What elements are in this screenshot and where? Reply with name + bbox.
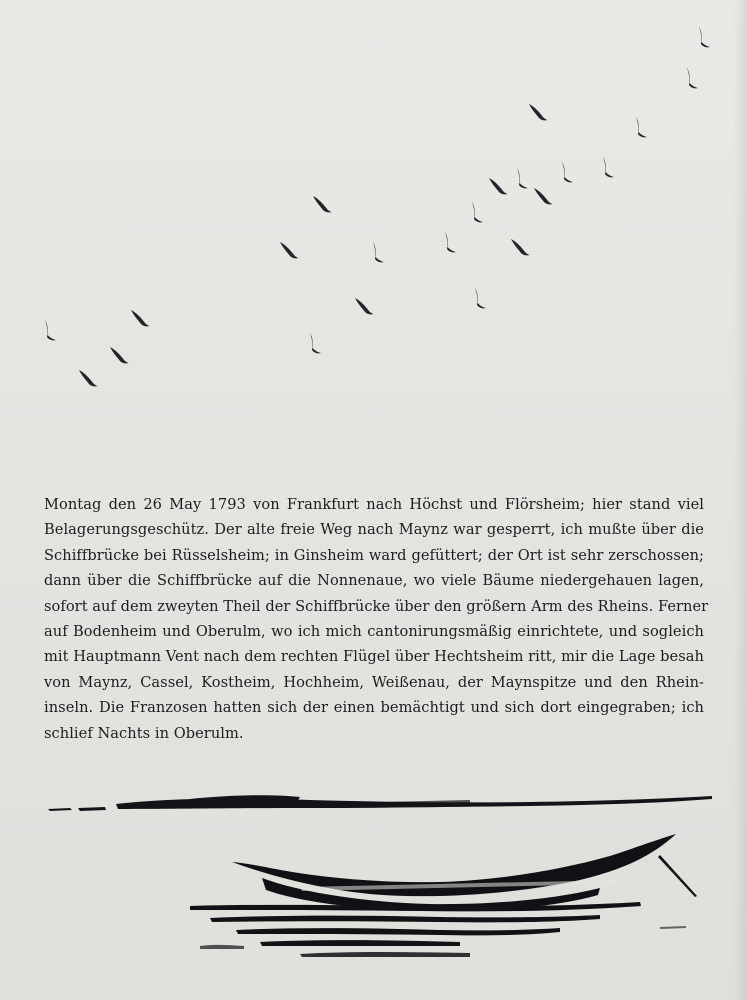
boat-hull xyxy=(232,834,697,911)
text-line: inseln. Die Franzosen hatten sich der einen bemächtigt und sich dort eingegraben; ich xyxy=(44,699,704,717)
bird-icon xyxy=(110,347,129,363)
text-line: mit Hauptmann Vent nach dem rechten Flügel über Hechtsheim ritt, mir die Lage besah xyxy=(44,648,704,666)
bird-icon xyxy=(475,287,486,308)
bird-icon xyxy=(687,67,698,88)
diary-entry-paragraph xyxy=(44,492,709,746)
water-brushstrokes xyxy=(190,902,686,957)
bird-icon xyxy=(603,156,614,177)
text-line: schlief Nachts in Oberulm. xyxy=(44,724,244,742)
bird-icon xyxy=(373,241,384,262)
bird-icon xyxy=(280,242,299,258)
bird-icon xyxy=(517,167,528,188)
bird-icon xyxy=(636,116,647,137)
bird-icon xyxy=(489,178,508,194)
bird-icon xyxy=(472,201,483,222)
text-line: sofort auf dem zweyten Theil der Schiffbrücke über den größern Arm des Rheins. Ferner xyxy=(44,597,709,615)
bird-icon xyxy=(562,161,573,182)
horizon-brushstrokes xyxy=(48,795,712,811)
bird-icon xyxy=(131,310,150,326)
bird-icon xyxy=(699,26,710,47)
text-line: auf Bodenheim und Oberulm, wo ich mich cantonirungsmäßig einrichtete, und sogleich xyxy=(44,623,704,641)
bird-icon xyxy=(310,332,321,353)
bird-icon xyxy=(45,319,56,340)
bird-icon xyxy=(511,239,530,255)
bird-icon xyxy=(534,188,553,204)
text-line: Montag den 26 May 1793 von Frankfurt nach Höchst und Flörsheim; hier stand viel xyxy=(44,496,704,513)
bird-flock-illustration xyxy=(0,0,747,420)
text-line: Belagerungsgeschütz. Der alte freie Weg nach Maynz war gesperrt, ich mußte über die xyxy=(44,521,704,539)
bird-icon xyxy=(445,231,456,252)
bird-icon xyxy=(313,196,332,212)
bird-icon xyxy=(355,298,374,314)
text-line: dann über die Schiffbrücke auf die Nonnenaue, wo viele Bäume niedergehauen lagen, xyxy=(44,572,704,590)
text-line: von Maynz, Cassel, Kostheim, Hochheim, Weißenau, der Maynspitze und den Rhein- xyxy=(44,673,704,691)
boat-illustration xyxy=(0,780,747,980)
bird-icon xyxy=(529,104,548,120)
bird-icon xyxy=(79,370,98,386)
text-line: Schiffbrücke bei Rüsselsheim; in Ginsheim ward gefüttert; der Ort ist sehr zerschossen; xyxy=(44,546,704,564)
